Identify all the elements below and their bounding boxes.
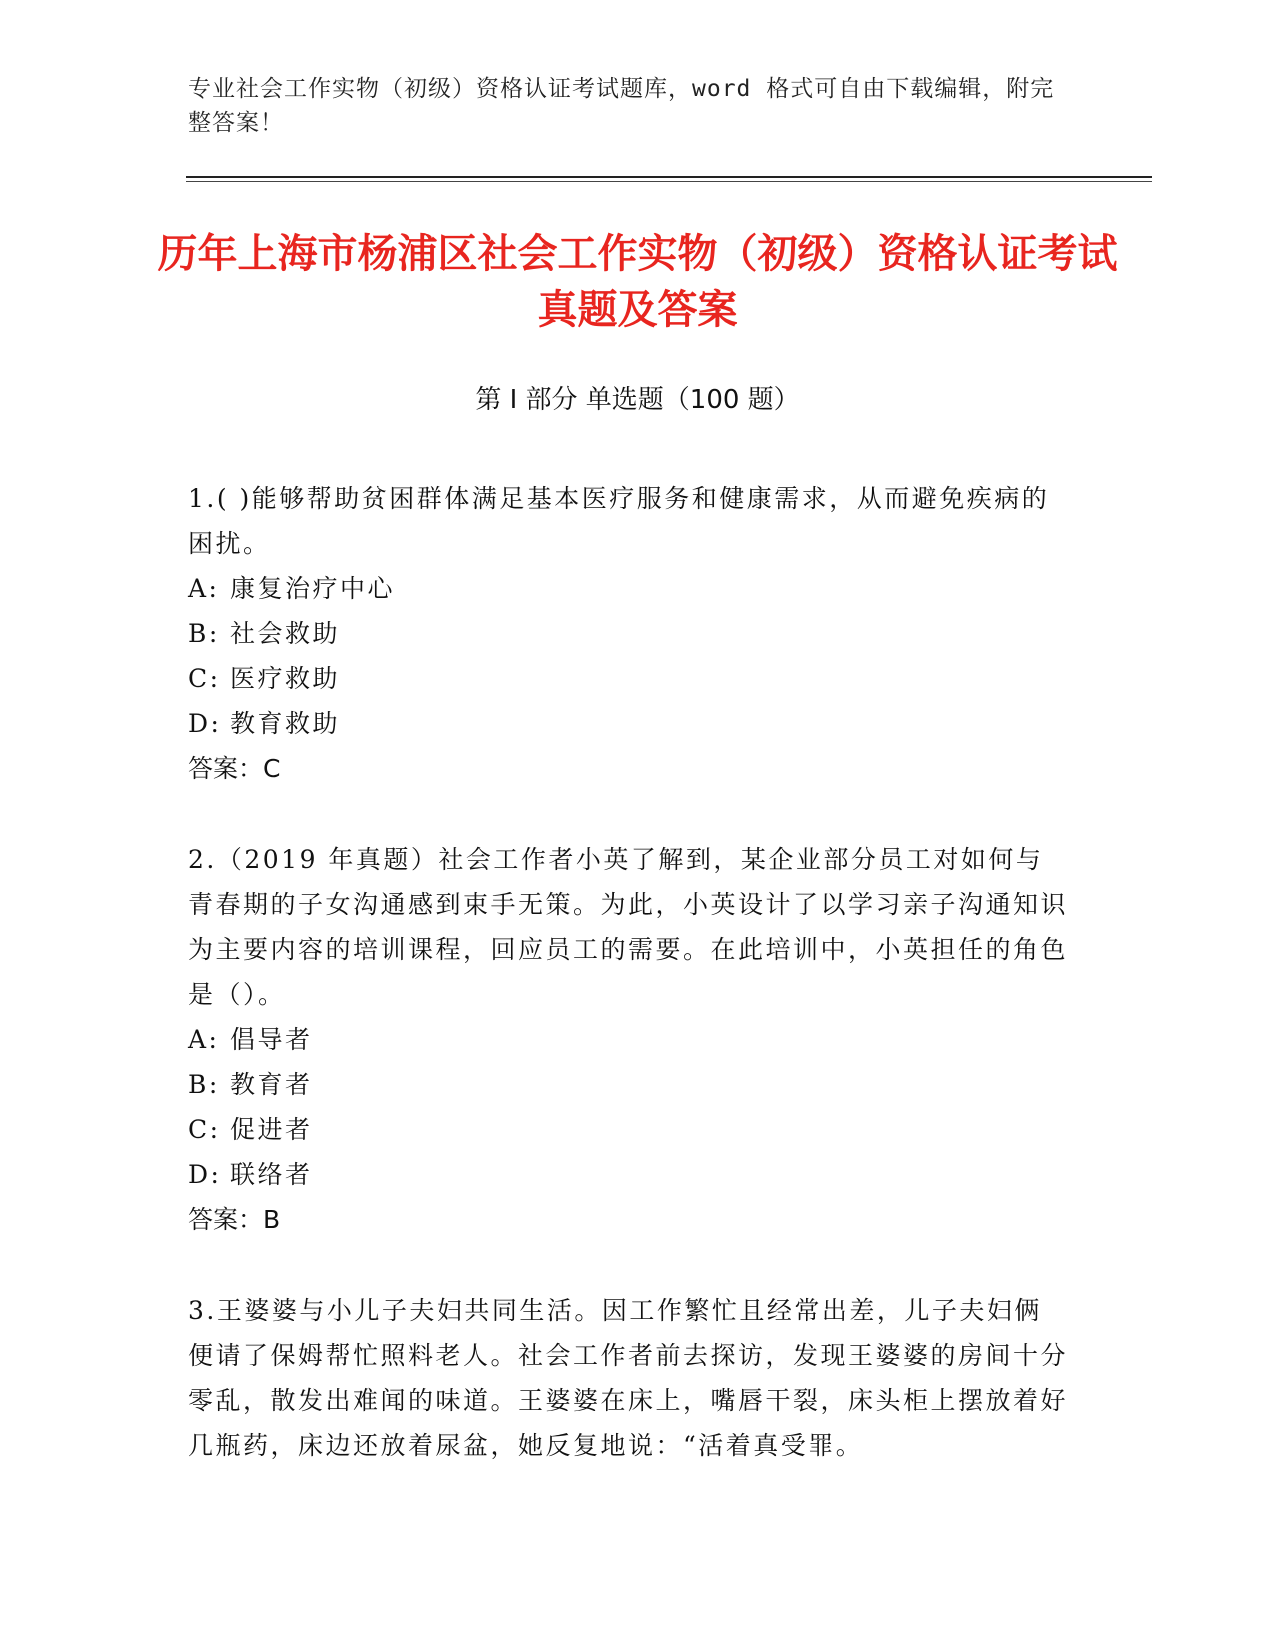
option-text: 教育者 [230,1070,313,1099]
option-key: B: [188,1070,220,1099]
question-list [188,476,1068,1514]
option-text: 教育救助 [230,709,341,738]
question-text: 1.( )能够帮助贫困群体满足基本医疗服务和健康需求，从而避免疾病的困扰。 [188,484,1050,558]
option-key: A: [188,574,220,603]
answer: 答案：C [188,754,281,783]
question-3 [188,1288,1068,1468]
question-2 [188,837,1068,1242]
option-key: A: [188,1025,220,1054]
option-a [188,566,1068,611]
option-d [188,701,1068,746]
document-title: 历年上海市杨浦区社会工作实物（初级）资格认证考试真题及答案 [157,231,1118,333]
option-b [188,611,1068,656]
header-divider-thin [186,181,1152,182]
header-note: 专业社会工作实物（初级）资格认证考试题库，word 格式可自由下载编辑，附完整答案！ [188,76,1055,136]
question-text: 2.（2019 年真题）社会工作者小英了解到，某企业部分员工对如何与青春期的子女沟通感到束手无策。为此，小英设计了以学习亲子沟通知识为主要内容的培训课程，回应员工的需要。在此培训中，小英担任的角色是（）。 [188,845,1069,1009]
option-key: D: [188,1160,222,1189]
option-a [188,1017,1068,1062]
option-key: C: [188,664,221,693]
option-b [188,1062,1068,1107]
option-d [188,1152,1068,1197]
option-c [188,1107,1068,1152]
section-heading: 第 I 部分 单选题（100 题） [475,385,800,415]
option-text: 联络者 [230,1160,313,1189]
option-text: 社会救助 [230,619,341,648]
option-text: 康复治疗中心 [230,574,396,603]
answer: 答案：B [188,1205,281,1234]
option-text: 促进者 [230,1115,313,1144]
question-text: 3.王婆婆与小儿子夫妇共同生活。因工作繁忙且经常出差，儿子夫妇俩便请了保姆帮忙照料老人。社会工作者前去探访，发现王婆婆的房间十分零乱，散发出难闻的味道。王婆婆在床上，嘴唇干裂，床头柜上摆放着好几瓶药，床边还放着尿盆，她反复地说：“活着真受罪。 [188,1296,1069,1460]
option-text: 倡导者 [230,1025,313,1054]
option-key: C: [188,1115,221,1144]
option-text: 医疗救助 [230,664,341,693]
question-1 [188,476,1068,791]
option-key: D: [188,709,222,738]
option-key: B: [188,619,220,648]
header-divider-thick [186,176,1152,178]
option-c [188,656,1068,701]
